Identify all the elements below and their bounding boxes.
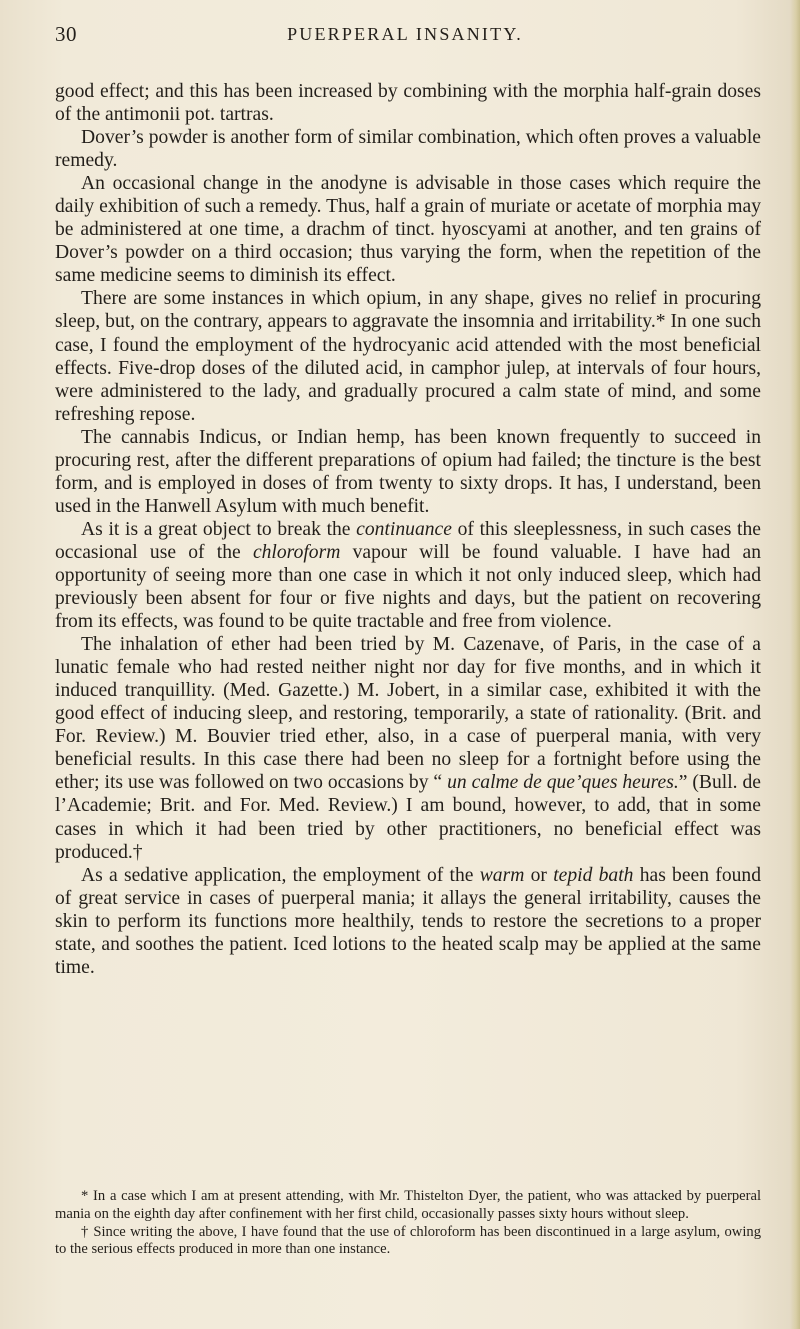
page-number: 30: [55, 22, 77, 46]
text-run: ” (Bull. de l’Academie; Brit. and For. Med. Review.) I am bound, however, to add, that in some cases in which it had been tried by other practitioners, no beneficial effect was produced.†: [55, 772, 761, 863]
text-run: The cannabis Indicus, or Indian hemp, has been known frequently to succeed in procuring rest, after the different preparations of opium had failed; the tincture is the best form, and is employed in doses of from twenty to sixty drops. It has, I understand, been used in the Hanwell Asylum with much benefit.: [55, 426, 761, 517]
text-run: good effect; and this has been increased by combining with the morphia half-grain doses of the antimonii pot. tartras.: [55, 81, 761, 126]
italic-text: un calme de que’ques heures.: [447, 772, 679, 794]
body-text: [55, 80, 761, 979]
running-head: PUERPERAL INSANITY.: [287, 24, 523, 44]
text-run: An occasional change in the anodyne is advisable in those cases which require the daily exhibition of such a remedy. Thus, half a grain of muriate or acetate of morphia may be administered at one time, a drachm of tinct. hyoscyami at another, and ten grains of Dover’s powder on a third occasion; thus varying the form, when the repetition of the same medicine seems to diminish its effect.: [55, 173, 761, 287]
page-edge: [790, 0, 800, 1329]
footnote: * In a case which I am at present attending, with Mr. Thistelton Dyer, the patient, who was attacked by puerperal mania on the eighth day after confinement with her first child, occasionally passes sixty hours without sleep.: [55, 1188, 761, 1222]
text-run: There are some instances in which opium, in any shape, gives no relief in procuring sleep, but, on the contrary, appears to aggravate the insomnia and irritability.* In one such case, I found the employment of the hydrocyanic acid attended with the most beneficial effects. Five-drop doses of the diluted acid, in camphor julep, at intervals of four hours, were administered to the lady, and gradually procured a calm state of mind, and some refreshing repose.: [55, 288, 761, 425]
page-header: [55, 22, 755, 52]
text-run: has been found of great service in cases of puerperal mania; it allays the general irritability, causes the skin to perform its functions more healthily, tends to restore the secretions to a proper state, and soothes the patient. Iced lotions to the heated scalp may be applied at the same time.: [55, 864, 762, 978]
italic-text: tepid bath: [553, 864, 634, 886]
paragraph: [55, 287, 761, 425]
text-run: The inhalation of ether had been tried by M. Cazenave, of Paris, in the case of a lunatic female who had rested neither night nor day for five months, and in which it induced tranquillity. (Med. Gazette.) M. Jobert, in a similar case, exhibited it with the good effect of inducing sleep, and restoring, temporarily, a state of rationality. (Brit. and For. Review.) M. Bouvier tried ether, also, in a case of puerperal mania, with very beneficial results. In this case there had been no sleep for a fortnight before using the ether; its use was followed on two occasions by “: [55, 634, 761, 794]
italic-text: continuance: [356, 518, 452, 540]
paragraph: [55, 426, 761, 518]
paragraph: [55, 126, 761, 172]
text-run: As a sedative application, the employment of the: [81, 864, 480, 886]
italic-text: chloroform: [252, 541, 341, 563]
paragraph: [55, 80, 761, 126]
paragraph: [55, 864, 761, 979]
paragraph: [55, 518, 761, 633]
italic-text: warm: [479, 864, 525, 886]
paragraph: [55, 633, 761, 863]
footnote: † Since writing the above, I have found that the use of chloroform has been discontinued in a large asylum, owing to the serious effects produced in more than one instance.: [55, 1223, 761, 1258]
text-run: As it is a great object to break the: [81, 518, 357, 540]
text-run: Dover’s powder is another form of similar combination, which often proves a valuable remedy.: [55, 127, 761, 172]
footnotes: [55, 1188, 761, 1259]
text-run: or: [524, 864, 554, 886]
text-run: of this sleeplessness, in such cases the occasional use of the: [55, 518, 761, 563]
text-run: vapour will be found valuable. I have had an opportunity of seeing more than one case in which it not only induced sleep, which had previously been absent for four or five nights and days, but the patient on recovering from its effects, was found to be quite tractable and free from violence.: [55, 541, 761, 633]
paragraph: [55, 172, 761, 287]
